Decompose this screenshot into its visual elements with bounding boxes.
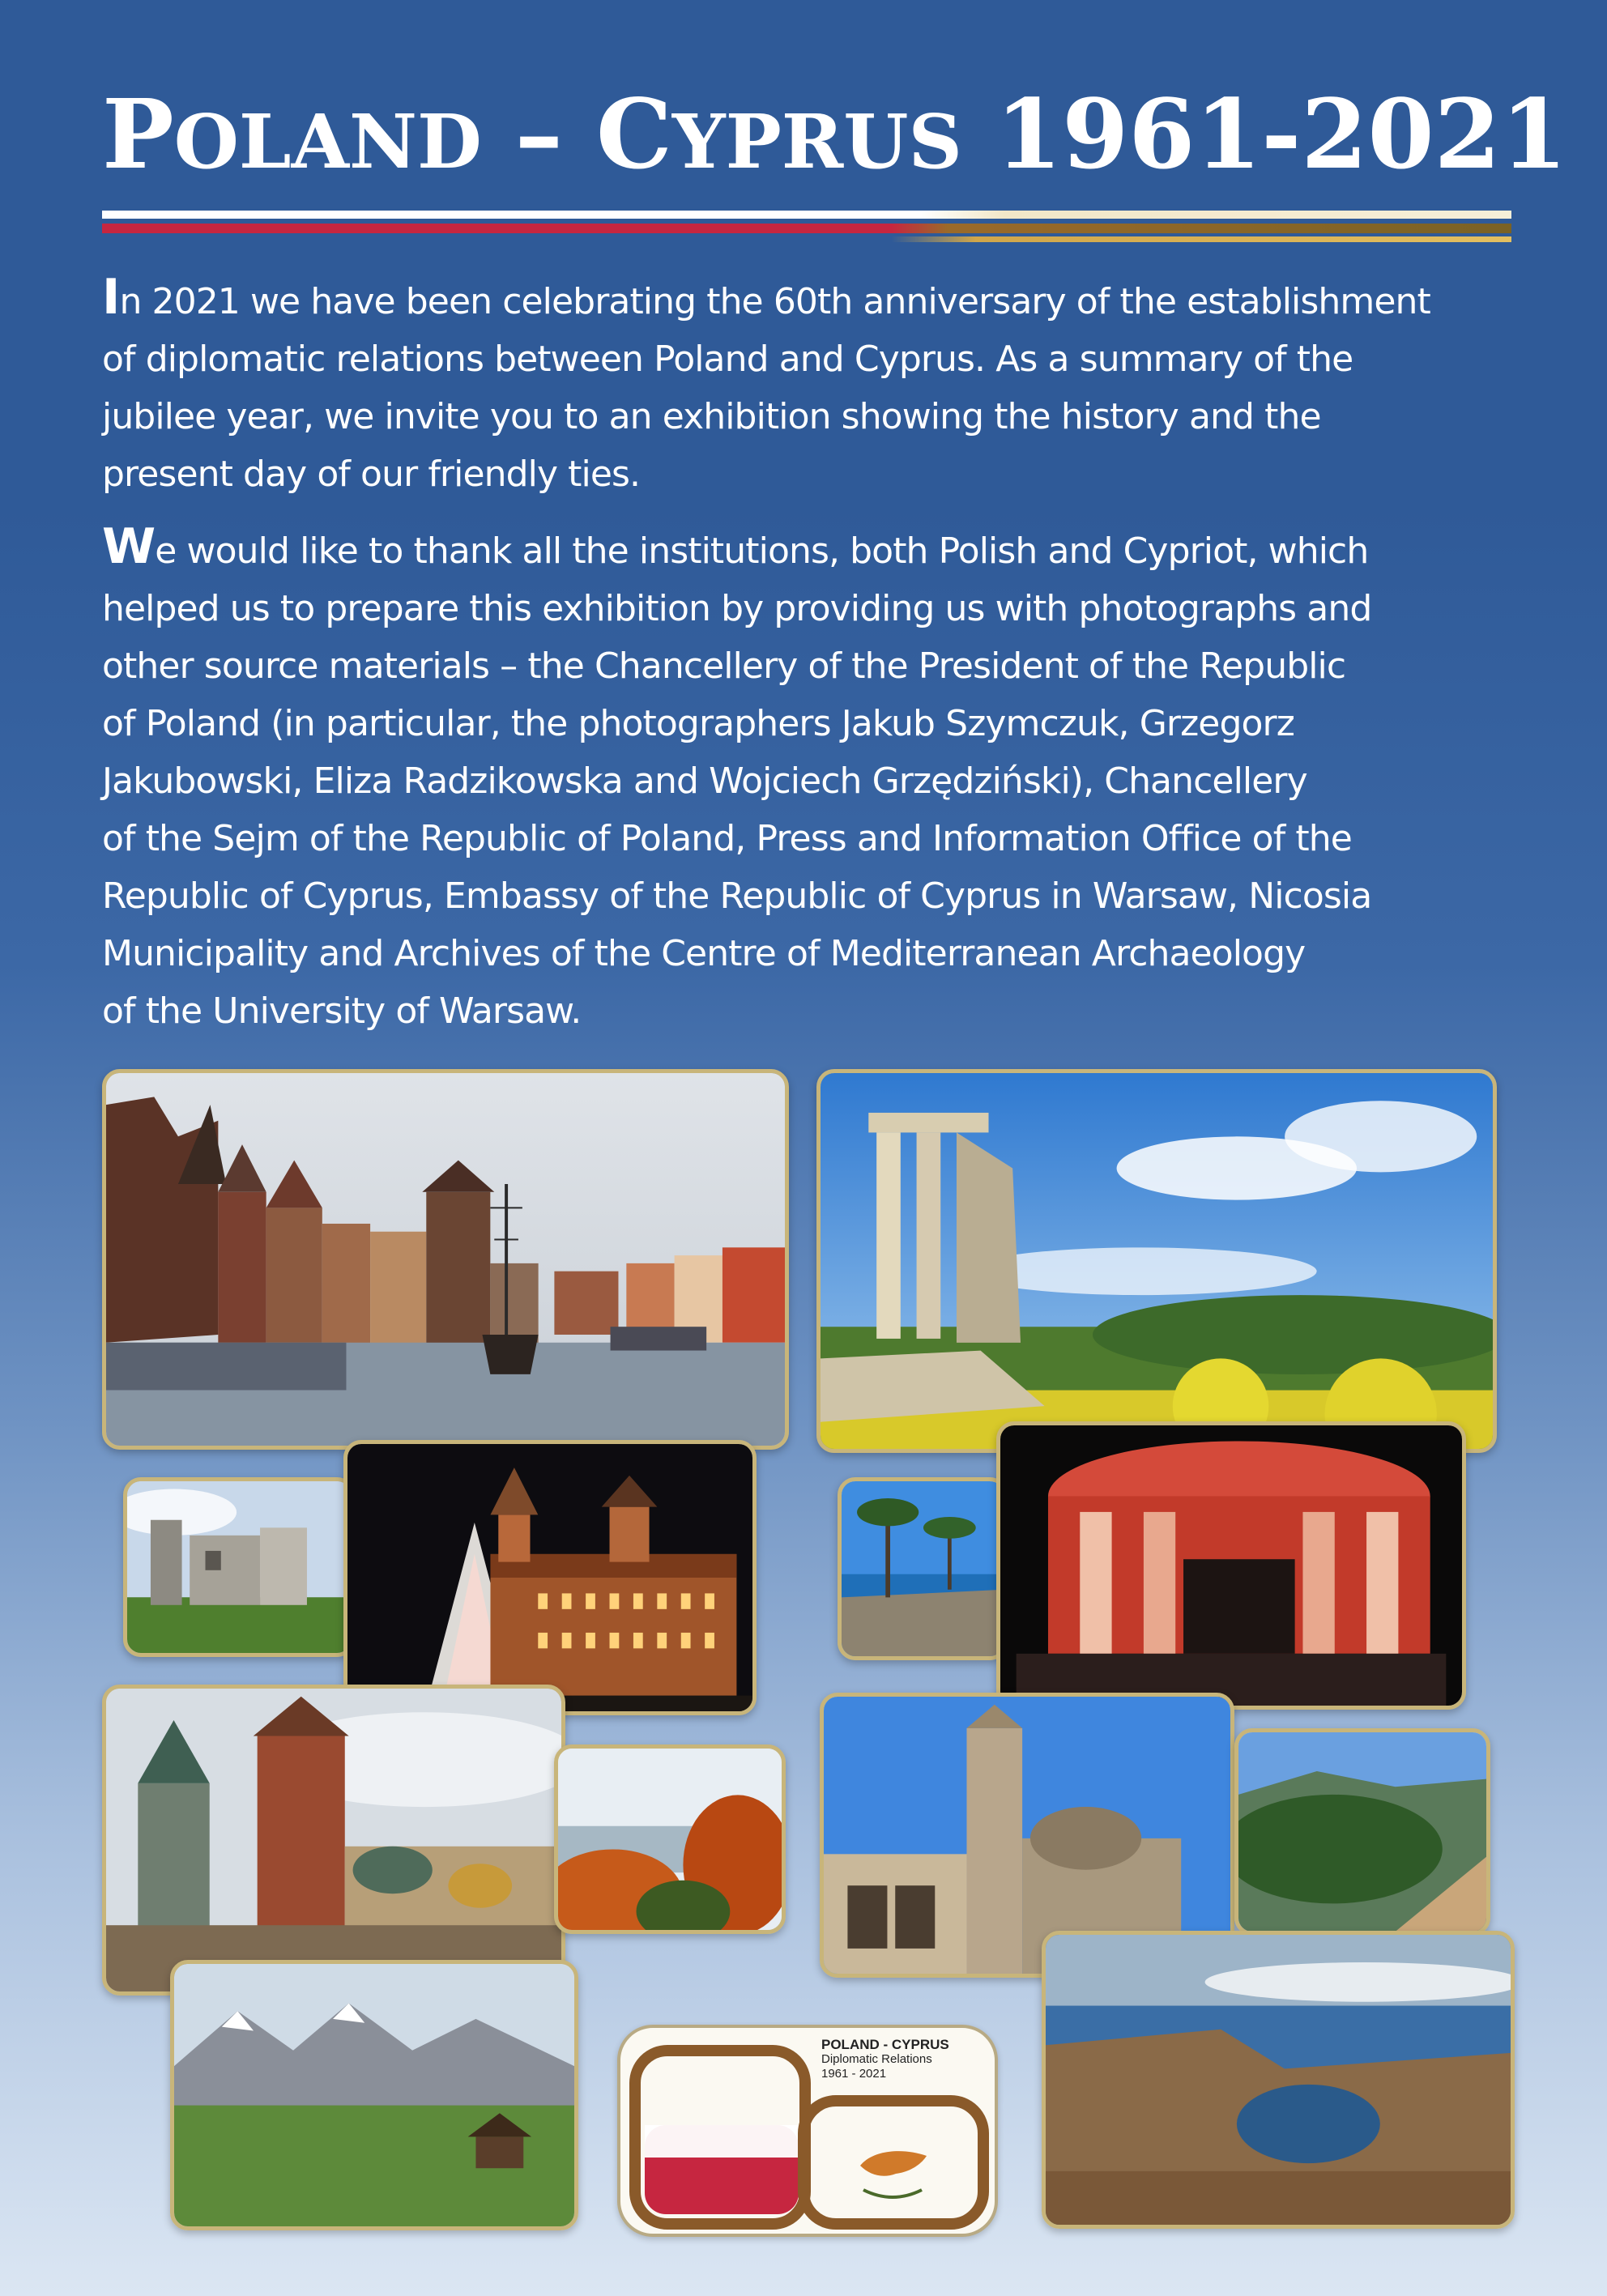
logo-line-2: Diplomatic Relations	[821, 2052, 932, 2066]
title-poland-rest: OLAND	[173, 98, 482, 185]
intro-line-1	[102, 269, 1528, 330]
photo-palm-promenade	[838, 1477, 1008, 1660]
thanks-line-4: of Poland (in particular, the photographers Jakub Szymczuk, Grzegorz	[102, 703, 1294, 744]
photo-gdansk-waterfront	[102, 1069, 789, 1450]
title-poland-initial: P	[102, 78, 174, 190]
photo-autumn-lake	[554, 1744, 786, 1934]
title-cyprus-initial: C	[596, 78, 672, 190]
thanks-paragraph	[102, 518, 1528, 1040]
photo-cedar-valley	[1234, 1728, 1490, 1936]
thanks-line-1-text: e would like to thank all the institutions, both Polish and Cypriot, which	[155, 530, 1369, 572]
thanks-line-2: helped us to prepare this exhibition by providing us with photographs and	[102, 588, 1372, 629]
drop-initial-w: W	[102, 518, 156, 575]
logo-line-3: 1961 - 2021	[821, 2067, 887, 2081]
thanks-line-1	[102, 518, 1528, 580]
title-rule-gold	[102, 236, 1511, 242]
intro-line-1-text: n 2021 we have been celebrating the 60th anniversary of the establishment	[119, 281, 1430, 322]
thanks-line-8: Municipality and Archives of the Centre of Mediterranean Archaeology	[102, 933, 1306, 974]
intro-line-3: jubilee year, we invite you to an exhibition showing the history and the	[102, 396, 1321, 437]
title-rule-red	[102, 224, 1511, 233]
title-rule-white	[102, 211, 1511, 219]
intro-line-2: of diplomatic relations between Poland and Cyprus. As a summary of the	[102, 339, 1353, 380]
photo-castle-ruin	[123, 1477, 355, 1657]
thanks-line-5: Jakubowski, Eliza Radzikowska and Wojciech Grzędziński), Chancellery	[102, 760, 1307, 802]
photo-sea-rock-arch	[1042, 1931, 1515, 2229]
photo-royal-castle-night	[343, 1440, 757, 1715]
logo-text	[821, 2038, 991, 2081]
intro-line-4: present day of our friendly ties.	[102, 454, 641, 495]
anniversary-logo	[617, 2025, 998, 2237]
logo-line-1: POLAND - CYPRUS	[821, 2037, 949, 2052]
photo-tatra-mountains	[170, 1960, 578, 2230]
thanks-line-6: of the Sejm of the Republic of Poland, Press and Information Office of the	[102, 818, 1352, 859]
title-cyprus-rest: YPRUS	[671, 98, 962, 185]
photo-illuminated-pavilion	[996, 1421, 1466, 1710]
thanks-line-3: other source materials – the Chancellery of the President of the Republic	[102, 645, 1346, 687]
photo-cyprus-temple-ruins	[816, 1069, 1497, 1453]
thanks-line-9: of the University of Warsaw.	[102, 990, 582, 1032]
photo-wawel-cathedral	[102, 1685, 565, 1996]
title-years: 1961-2021	[961, 78, 1567, 190]
drop-initial-i: I	[102, 269, 120, 326]
page-title	[102, 78, 1567, 198]
thanks-line-7: Republic of Cyprus, Embassy of the Republic of Cyprus in Warsaw, Nicosia	[102, 875, 1372, 917]
title-dash: –	[481, 78, 596, 190]
intro-paragraph	[102, 269, 1528, 503]
